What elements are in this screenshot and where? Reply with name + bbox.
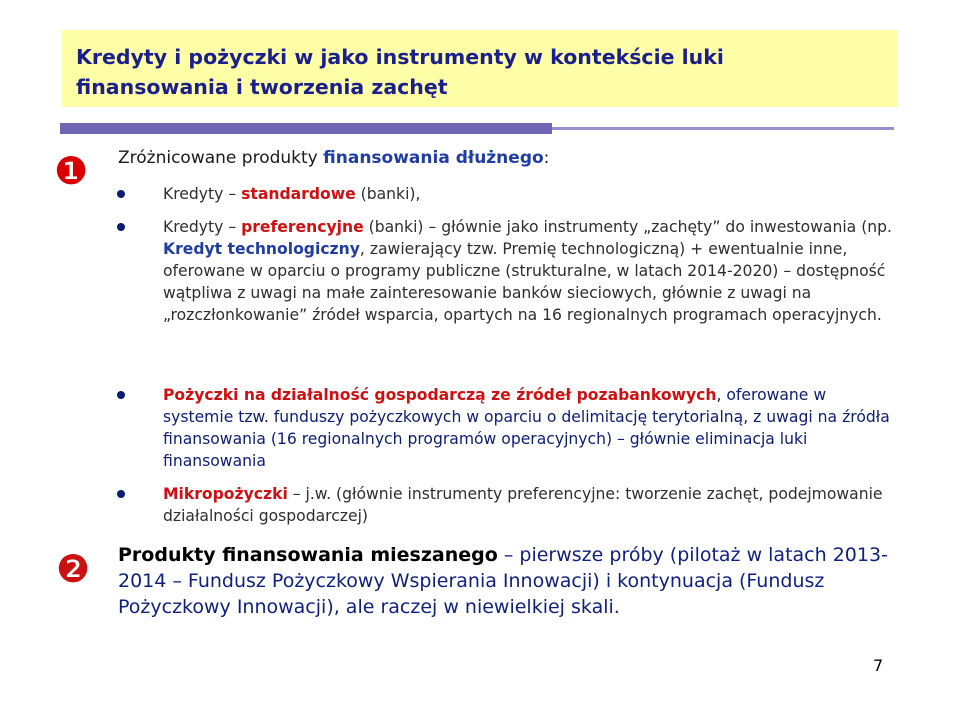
bullet-2-highlight: preferencyjne	[241, 218, 364, 236]
title-line-1: Kredyty i pożyczki w jako instrumenty w kontekście luki	[76, 45, 724, 69]
bullet-1-prefix: Kredyty –	[163, 185, 242, 203]
section-1-heading-prefix: Zróżnicowane produkty	[118, 148, 324, 168]
slide-title	[76, 42, 896, 102]
bullet-2-prefix: Kredyty –	[163, 218, 242, 236]
bullet-dot-3	[117, 391, 125, 399]
bullet-3-text: , oferowane w systemie tzw. funduszy pożyczkowych w oparciu o delimitację terytorialną, z uwagi na źródła finansowania (16 regionalnych programów operacyjnych) – głównie eliminacja luki finansowania	[163, 386, 890, 470]
bullet-2-text-b: , zawierający tzw. Premię technologiczną) + ewentualnie inne, oferowane w oparciu o programy publiczne (strukturalne, w latach 2014-2020) – dostępność wątpliwa z uwagi na małe zainteresowanie banków sieciowych, głównie z uwagi na „rozczłonkowanie” źródeł wsparcia, opartych na 16 regionalnych programach operacyjnych.	[163, 240, 886, 324]
section-2-text	[118, 542, 888, 620]
section-1-heading-highlight: finansowania dłużnego	[323, 148, 544, 168]
bullet-3-highlight: Pożyczki na działalność gospodarczą ze źródeł pozabankowych	[163, 386, 717, 404]
bullet-dot-4	[117, 490, 125, 498]
bullet-1-highlight: standardowe	[241, 185, 356, 203]
bullet-2-tech-credit: Kredyt technologiczny	[163, 240, 360, 258]
bullet-dot-2	[117, 223, 125, 231]
bullet-nonbank-loans	[163, 384, 901, 472]
bullet-preferential-loans	[163, 216, 901, 326]
section-2-number-badge: ❷	[55, 547, 91, 591]
bullet-standard-loans	[163, 183, 901, 205]
title-divider-thick	[60, 123, 552, 134]
bullet-4-text: – j.w. (głównie instrumenty preferencyjne: tworzenie zachęt, podejmowanie działalności gospodarczej)	[163, 485, 883, 525]
bullet-microloans	[163, 483, 901, 527]
section-2-bold: Produkty finansowania mieszanego	[118, 544, 498, 566]
section-1-heading	[118, 146, 549, 170]
title-line-2: finansowania i tworzenia zachęt	[76, 75, 448, 99]
bullet-dot-1	[117, 190, 125, 198]
section-2-rest: – pierwsze próby (pilotaż w latach 2013-2014 – Fundusz Pożyczkowy Wspierania Innowacji) i kontynuacja (Fundusz Pożyczkowy Innowacji), ale raczej w niewielkiej skali.	[118, 544, 888, 618]
section-1-number-badge: ❶	[53, 149, 89, 193]
bullet-2-text-a: (banki) – głównie jako instrumenty „zachęty” do inwestowania (np.	[363, 218, 893, 236]
bullet-4-highlight: Mikropożyczki	[163, 485, 288, 503]
page-number: 7	[873, 656, 884, 675]
bullet-1-suffix: (banki),	[355, 185, 421, 203]
section-1-heading-suffix: :	[543, 148, 550, 168]
